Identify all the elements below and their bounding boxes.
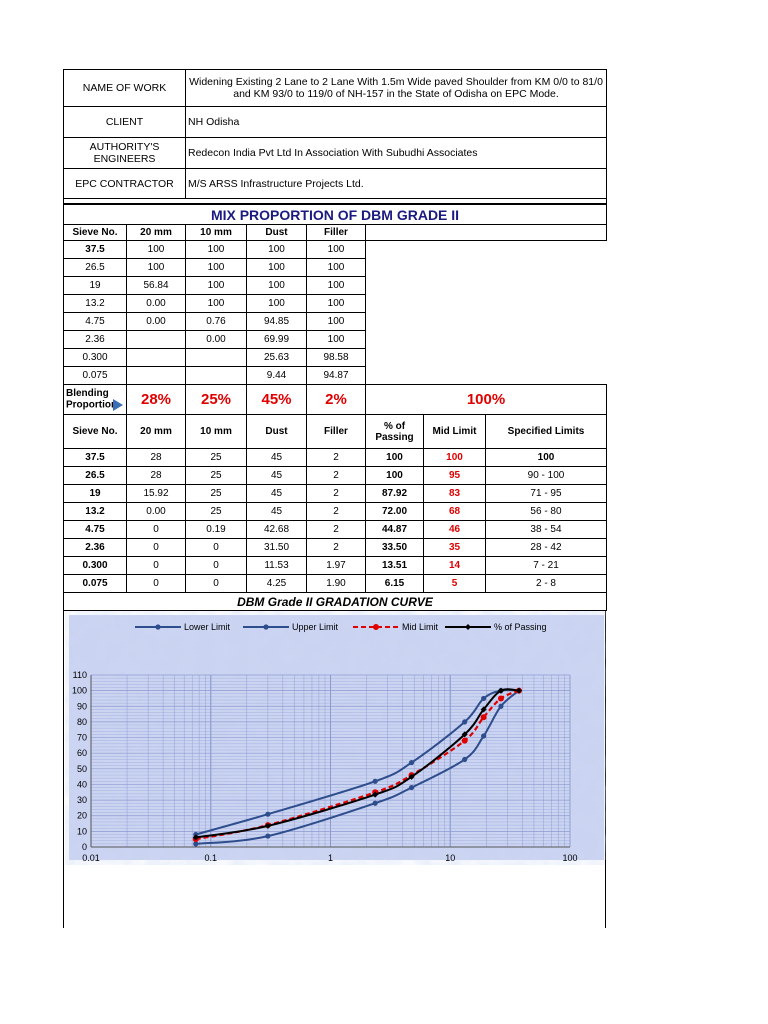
t2-row	[64, 575, 607, 593]
y-tick-label: 40	[76, 779, 87, 790]
t2-dust-cell: 4.25	[247, 575, 307, 593]
t2-row	[64, 467, 607, 485]
t2-row	[64, 539, 607, 557]
blend-10mm: 25%	[186, 385, 247, 415]
t2-sieve-cell: 19	[64, 485, 127, 503]
t1-row	[64, 277, 607, 295]
x-tick-label: 0.01	[82, 853, 100, 863]
t1-value-cell: 100	[307, 331, 366, 349]
y-tick-label: 80	[76, 716, 87, 727]
t2-passing-cell: 87.92	[366, 485, 424, 503]
t1-value-cell: 100	[307, 259, 366, 277]
t1-value-cell: 100	[247, 259, 307, 277]
t2-sieve-cell: 0.300	[64, 557, 127, 575]
t2-row	[64, 521, 607, 539]
t1-value-cell: 100	[247, 241, 307, 259]
y-tick-label: 20	[76, 810, 87, 821]
t2-header-passing: % of Passing	[366, 415, 424, 449]
t1-header-10mm: 10 mm	[186, 225, 247, 241]
t2-10mm-cell: 0.19	[186, 521, 247, 539]
t2-header-20mm: 20 mm	[127, 415, 186, 449]
t2-20mm-cell: 0	[127, 521, 186, 539]
t2-dust-cell: 42.68	[247, 521, 307, 539]
t2-row	[64, 503, 607, 521]
t2-filler-cell: 2	[307, 449, 366, 467]
t2-filler-cell: 2	[307, 503, 366, 521]
t1-sieve-cell: 0.300	[64, 349, 127, 367]
y-tick-label: 10	[76, 826, 87, 837]
t2-spec-cell: 38 - 54	[486, 521, 607, 539]
t1-value-cell	[127, 349, 186, 367]
y-tick-label: 100	[71, 685, 87, 696]
t2-header-dust: Dust	[247, 415, 307, 449]
t2-sieve-cell: 13.2	[64, 503, 127, 521]
t1-value-cell: 9.44	[247, 367, 307, 385]
point-lower-limit	[373, 801, 378, 806]
t2-spec-cell: 71 - 95	[486, 485, 607, 503]
x-tick-label: 10	[445, 853, 456, 863]
t2-20mm-cell: 0	[127, 539, 186, 557]
t1-value-cell: 94.85	[247, 313, 307, 331]
t1-row	[64, 295, 607, 313]
y-tick-label: 50	[76, 763, 87, 774]
t2-10mm-cell: 25	[186, 449, 247, 467]
sheet	[63, 69, 606, 865]
t2-10mm-cell: 25	[186, 467, 247, 485]
t1-value-cell: 100	[186, 277, 247, 295]
point-lower-limit	[481, 733, 486, 738]
t1-value-cell	[186, 349, 247, 367]
point-upper-limit	[265, 812, 270, 817]
legend-label-upper-limit: Upper Limit	[292, 622, 339, 632]
t2-spec-cell: 100	[486, 449, 607, 467]
epc-value: M/S ARSS Infrastructure Projects Ltd.	[186, 169, 607, 199]
y-tick-label: 0	[81, 842, 87, 852]
t2-10mm-cell: 25	[186, 503, 247, 521]
t2-10mm-cell: 0	[186, 557, 247, 575]
t2-10mm-cell: 0	[186, 575, 247, 593]
mix-title: MIX PROPORTION OF DBM GRADE II	[64, 205, 607, 225]
t2-spec-cell: 56 - 80	[486, 503, 607, 521]
t1-value-cell: 0.76	[186, 313, 247, 331]
t2-20mm-cell: 0.00	[127, 503, 186, 521]
t1-value-cell: 100	[307, 277, 366, 295]
t2-sieve-cell: 37.5	[64, 449, 127, 467]
t2-dust-cell: 45	[247, 503, 307, 521]
gradation-chart	[65, 611, 606, 865]
point-mid-limit	[498, 695, 504, 701]
t2-passing-cell: 33.50	[366, 539, 424, 557]
t1-value-cell: 94.87	[307, 367, 366, 385]
t2-passing-cell: 100	[366, 467, 424, 485]
t2-passing-cell: 72.00	[366, 503, 424, 521]
t2-row	[64, 485, 607, 503]
point-upper-limit	[462, 719, 467, 724]
t2-header-filler: Filler	[307, 415, 366, 449]
t1-header-filler: Filler	[307, 225, 366, 241]
t1-row	[64, 331, 607, 349]
t1-header-20mm: 20 mm	[127, 225, 186, 241]
t1-value-cell: 100	[307, 295, 366, 313]
t2-dust-cell: 31.50	[247, 539, 307, 557]
blending-label: Blending Proportion	[64, 385, 127, 415]
t1-value-cell: 100	[307, 313, 366, 331]
point-upper-limit	[409, 760, 414, 765]
t1-row	[64, 349, 607, 367]
legend-label-of-passing: % of Passing	[494, 622, 547, 632]
name-of-work-label: NAME OF WORK	[64, 70, 186, 107]
t2-header-spec: Specified Limits	[486, 415, 607, 449]
t2-10mm-cell: 0	[186, 539, 247, 557]
project-info-table	[63, 69, 607, 204]
t2-row	[64, 449, 607, 467]
point-lower-limit	[498, 704, 503, 709]
t2-mid-cell: 5	[424, 575, 486, 593]
t2-10mm-cell: 25	[186, 485, 247, 503]
t2-passing-cell: 100	[366, 449, 424, 467]
x-tick-label: 100	[562, 853, 578, 863]
t1-sieve-cell: 0.075	[64, 367, 127, 385]
t1-value-cell: 100	[127, 241, 186, 259]
y-tick-label: 70	[76, 732, 87, 743]
t1-row	[64, 259, 607, 277]
t2-mid-cell: 46	[424, 521, 486, 539]
mix-proportion-table	[63, 204, 607, 611]
t1-header-dust: Dust	[247, 225, 307, 241]
blend-20mm: 28%	[127, 385, 186, 415]
t1-value-cell: 98.58	[307, 349, 366, 367]
t2-spec-cell: 2 - 8	[486, 575, 607, 593]
t1-value-cell: 100	[307, 241, 366, 259]
t1-sieve-cell: 2.36	[64, 331, 127, 349]
t2-spec-cell: 28 - 42	[486, 539, 607, 557]
t1-value-cell	[186, 367, 247, 385]
legend-marker-lower-limit	[155, 624, 160, 629]
point-lower-limit	[409, 785, 414, 790]
t2-mid-cell: 35	[424, 539, 486, 557]
t1-value-cell: 100	[186, 259, 247, 277]
t1-sieve-cell: 37.5	[64, 241, 127, 259]
t2-20mm-cell: 0	[127, 575, 186, 593]
authority-label: AUTHORITY'S ENGINEERS	[64, 138, 186, 169]
t1-sieve-cell: 19	[64, 277, 127, 295]
t2-passing-cell: 44.87	[366, 521, 424, 539]
t1-value-cell: 0.00	[127, 313, 186, 331]
y-tick-label: 90	[76, 701, 87, 712]
t2-20mm-cell: 15.92	[127, 485, 186, 503]
t2-dust-cell: 45	[247, 467, 307, 485]
sheet-left-border	[63, 860, 64, 928]
t2-header-10mm: 10 mm	[186, 415, 247, 449]
x-tick-label: 1	[327, 853, 334, 863]
t2-filler-cell: 2	[307, 485, 366, 503]
arrow-icon	[113, 399, 123, 411]
blend-filler: 2%	[307, 385, 366, 415]
t2-20mm-cell: 0	[127, 557, 186, 575]
t2-dust-cell: 11.53	[247, 557, 307, 575]
sheet-right-border	[605, 860, 606, 928]
legend-label-lower-limit: Lower Limit	[184, 622, 231, 632]
t1-blank-area	[366, 225, 607, 241]
t1-value-cell: 100	[186, 241, 247, 259]
t1-value-cell: 100	[247, 277, 307, 295]
t2-filler-cell: 2	[307, 521, 366, 539]
t2-mid-cell: 95	[424, 467, 486, 485]
point-lower-limit	[265, 833, 270, 838]
t1-value-cell: 100	[186, 295, 247, 313]
legend-label-mid-limit: Mid Limit	[402, 622, 439, 632]
y-tick-label: 110	[72, 670, 87, 680]
t2-mid-cell: 68	[424, 503, 486, 521]
t2-header-sieve: Sieve No.	[64, 415, 127, 449]
t2-filler-cell: 2	[307, 467, 366, 485]
legend-marker-mid-limit	[373, 624, 379, 630]
point-mid-limit	[462, 738, 468, 744]
y-tick-label: 60	[76, 748, 87, 759]
t1-row	[64, 313, 607, 331]
t2-mid-cell: 14	[424, 557, 486, 575]
legend-marker-upper-limit	[263, 624, 268, 629]
t2-spec-cell: 7 - 21	[486, 557, 607, 575]
t1-header-sieve: Sieve No.	[64, 225, 127, 241]
t2-sieve-cell: 2.36	[64, 539, 127, 557]
t2-filler-cell: 2	[307, 539, 366, 557]
authority-value: Redecon India Pvt Ltd In Association With Subudhi Associates	[186, 138, 607, 169]
t2-sieve-cell: 26.5	[64, 467, 127, 485]
t2-sieve-cell: 0.075	[64, 575, 127, 593]
t1-value-cell: 100	[247, 295, 307, 313]
t2-header-mid: Mid Limit	[424, 415, 486, 449]
t1-value-cell: 0.00	[186, 331, 247, 349]
t2-20mm-cell: 28	[127, 449, 186, 467]
t1-sieve-cell: 13.2	[64, 295, 127, 313]
t1-row	[64, 241, 607, 259]
client-value: NH Odisha	[186, 107, 607, 138]
t2-row	[64, 557, 607, 575]
t1-value-cell: 69.99	[247, 331, 307, 349]
t1-value-cell: 0.00	[127, 295, 186, 313]
t2-dust-cell: 45	[247, 449, 307, 467]
t1-sieve-cell: 4.75	[64, 313, 127, 331]
t2-passing-cell: 13.51	[366, 557, 424, 575]
t2-sieve-cell: 4.75	[64, 521, 127, 539]
t1-sieve-cell: 26.5	[64, 259, 127, 277]
client-label: CLIENT	[64, 107, 186, 138]
point-lower-limit	[462, 757, 467, 762]
t2-20mm-cell: 28	[127, 467, 186, 485]
t2-mid-cell: 83	[424, 485, 486, 503]
epc-label: EPC CONTRACTOR	[64, 169, 186, 199]
chart-frame	[63, 611, 606, 865]
name-of-work-value: Widening Existing 2 Lane to 2 Lane With 1.5m Wide paved Shoulder from KM 0/0 to 81/0 and KM 93/0 to 119/0 of NH-157 in the State of Odisha on EPC Mode.	[186, 70, 607, 107]
spacer-row	[64, 199, 607, 204]
t1-row	[64, 367, 607, 385]
t2-mid-cell: 100	[424, 449, 486, 467]
point-upper-limit	[373, 779, 378, 784]
t2-filler-cell: 1.90	[307, 575, 366, 593]
blend-dust: 45%	[247, 385, 307, 415]
y-tick-label: 30	[76, 795, 87, 806]
point-mid-limit	[481, 714, 487, 720]
blend-total: 100%	[366, 385, 607, 415]
t2-filler-cell: 1.97	[307, 557, 366, 575]
t2-spec-cell: 90 - 100	[486, 467, 607, 485]
t2-passing-cell: 6.15	[366, 575, 424, 593]
x-tick-label: 0.1	[204, 853, 218, 863]
curve-title: DBM Grade II GRADATION CURVE	[64, 593, 607, 611]
t1-value-cell: 56.84	[127, 277, 186, 295]
point-upper-limit	[481, 696, 486, 701]
t1-value-cell	[127, 331, 186, 349]
t1-value-cell: 100	[127, 259, 186, 277]
t1-value-cell	[127, 367, 186, 385]
t1-value-cell: 25.63	[247, 349, 307, 367]
t2-dust-cell: 45	[247, 485, 307, 503]
